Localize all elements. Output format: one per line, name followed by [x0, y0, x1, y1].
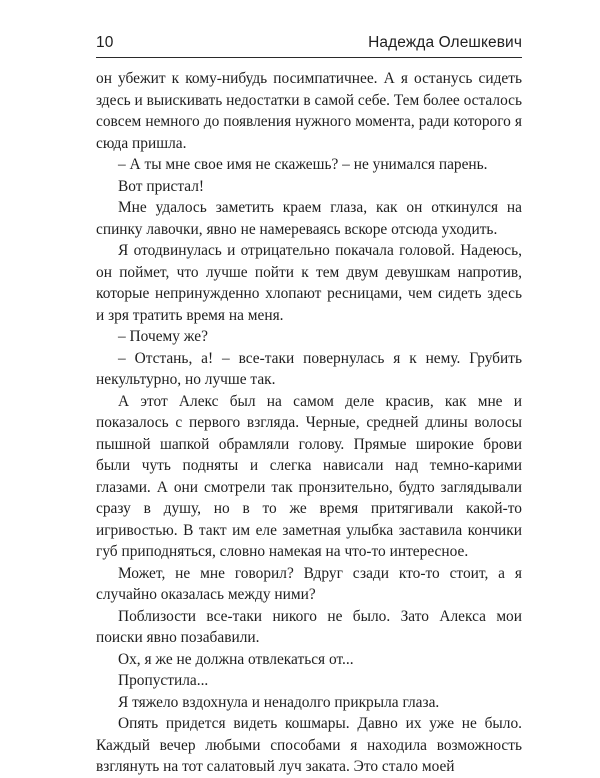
- paragraph: Опять придется видеть кошмары. Давно их уже не было. Каждый вечер любыми способами я находила возможность взглянуть на тот салатовый луч заката. Это стало моей: [96, 715, 522, 775]
- paragraph: – Почему же?: [118, 328, 208, 345]
- paragraph: – Отстань, а! – все-таки повернулась я к нему. Грубить некультурно, но лучше так.: [96, 349, 522, 388]
- paragraph: – А ты мне свое имя не скажешь? – не унимался парень.: [118, 156, 488, 173]
- paragraph: Пропустила...: [118, 672, 209, 689]
- author-name: Надежда Олешкевич: [368, 34, 522, 51]
- paragraph: Поблизости все-таки никого не было. Зато Алекса мои поиски явно позабавили.: [96, 607, 522, 646]
- paragraph: Я тяжело вздохнула и ненадолго прикрыла глаза.: [118, 693, 440, 711]
- running-header: [96, 34, 522, 58]
- paragraph: Я отодвинулась и отрицательно покачала головой. Надеюсь, он поймет, что лучше пойти к тем двум девушкам напротив, которые непринужденно хлопают ресницами, чем сидеть здесь и зря тратить время на меня.: [96, 242, 522, 324]
- paragraph: он убежит к кому-нибудь посимпатичнее. А я останусь сидеть здесь и выискивать недостатки в самой себе. Тем более осталось совсем немного до появления нужного момента, ради которого я сюда пришла.: [96, 70, 522, 152]
- paragraph: Вот пристал!: [118, 177, 205, 195]
- paragraph: Мне удалось заметить краем глаза, как он откинулся на спинку лавочки, явно не намереваясь вскоре отсюда уходить.: [96, 199, 522, 238]
- book-page: [96, 34, 522, 778]
- page-number: 10: [96, 34, 114, 51]
- paragraph: Может, не мне говорил? Вдруг сзади кто-то стоит, а я случайно оказалась между ними?: [96, 564, 522, 603]
- paragraph: А этот Алекс был на самом деле красив, как мне и показалось с первого взгляда. Черные, средней длины волосы пышной шапкой обрамляли голову. Прямые широкие брови были чуть подняты и слегка нависали над темно-карими глазами. А они смотрели так пронзительно, будто заглядывали сразу в душу, но в то же время притягивали какой-то игривостью. В такт им еле заметная улыбка заставила кончики губ приподняться, словно намекая на что-то интересное.: [96, 392, 522, 560]
- paragraph: Ох, я же не должна отвлекаться от...: [118, 650, 354, 668]
- body-text: [96, 68, 522, 778]
